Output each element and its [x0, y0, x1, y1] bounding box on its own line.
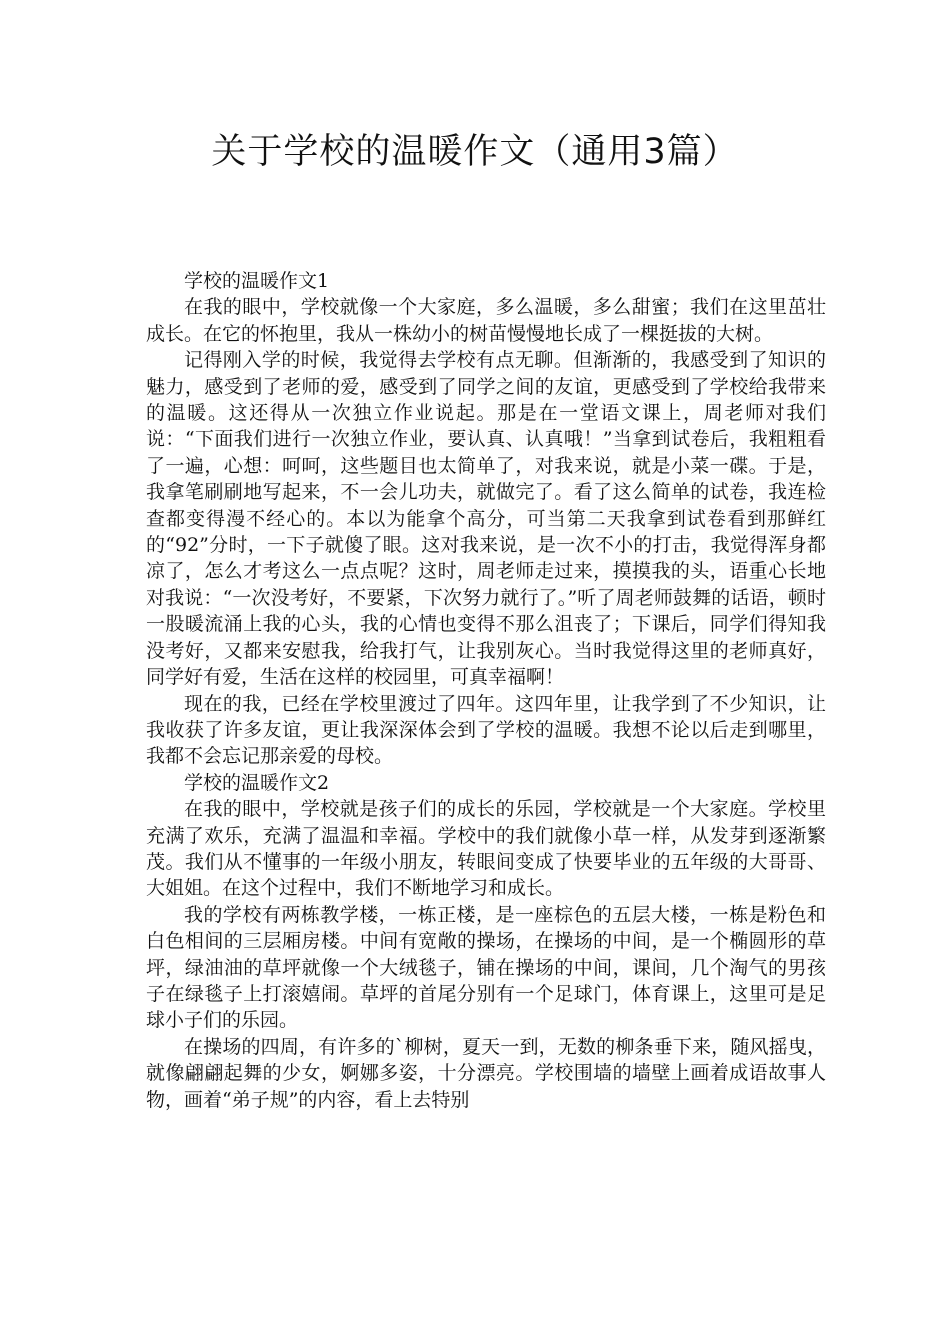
paragraph: 现在的我，已经在学校里渡过了四年。这四年里，让我学到了不少知识，让我收获了许多友谊，更让我深深体会到了学校的温暖。我想不论以后走到哪里，我都不会忘记那亲爱的母校。 [146, 692, 826, 768]
essay-heading-2: 学校的温暖作文2 [184, 771, 330, 794]
paragraph: 在我的眼中，学校就是孩子们的成长的乐园，学校就是一个大家庭。学校里充满了欢乐，充满了温温和幸福。学校中的我们就像小草一样，从发芽到逐渐繁茂。我们从不懂事的一年级小朋友，转眼间变成了快要毕业的五年级的大哥哥、大姐姐。在这个过程中，我们不断地学习和成长。 [146, 798, 826, 900]
paragraph: 在操场的四周，有许多的`柳树，夏天一到，无数的柳条垂下来，随风摇曳，就像翩翩起舞的少女，婀娜多姿，十分漂亮。学校围墙的墙壁上画着成语故事人物，画着“弟子规”的内容，看上去特别 [146, 1035, 826, 1111]
paragraph: 在我的眼中，学校就像一个大家庭，多么温暖，多么甜蜜；我们在这里茁壮成长。在它的怀抱里，我从一株幼小的树苗慢慢地长成了一棵挺拔的大树。 [146, 296, 826, 345]
document-title: 关于学校的温暖作文（通用3篇） [211, 132, 739, 172]
essay-heading-1: 学校的温暖作文1 [184, 270, 330, 292]
document-body [146, 268, 826, 1113]
paragraph: 记得刚入学的时候，我觉得去学校有点无聊。但渐渐的，我感受到了知识的魅力，感受到了老师的爱，感受到了同学之间的友谊，更感受到了学校给我带来的温暖。这还得从一次独立作业说起。那是在一堂语文课上，周老师对我们说：“下面我们进行一次独立作业，要认真、认真哦！”当拿到试卷后，我粗粗看了一遍，心想：呵呵，这些题目也太简单了，对我来说，就是小菜一碟。于是，我拿笔刷刷地写起来，不一会儿功夫，就做完了。看了这么简单的试卷，我连检查都变得漫不经心的。本以为能拿个高分，可当第二天我拿到试卷看到那鲜红的“92”分时，一下子就傻了眼。这对我来说，是一次不小的打击，我觉得浑身都凉了，怎么才考这么一点点呢？这时，周老师走过来，摸摸我的头，语重心长地对我说：“一次没考好，不要紧，下次努力就行了。”听了周老师鼓舞的话语，顿时一股暖流涌上我的心头，我的心情也变得不那么沮丧了；下课后，同学们得知我没考好，又都来安慰我，给我打气，让我别灰心。当时我觉得这里的老师真好，同学好有爱，生活在这样的校园里，可真幸福啊！ [146, 349, 826, 689]
paragraph: 我的学校有两栋教学楼，一栋正楼，是一座棕色的五层大楼，一栋是粉色和白色相间的三层厢房楼。中间有宽敞的操场，在操场的中间，是一个椭圆形的草坪，绿油油的草坪就像一个大绒毯子，铺在操场的中间，课间，几个淘气的男孩子在绿毯子上打滚嬉闹。草坪的首尾分别有一个足球门，体育课上，这里可是足球小子们的乐园。 [146, 903, 826, 1032]
